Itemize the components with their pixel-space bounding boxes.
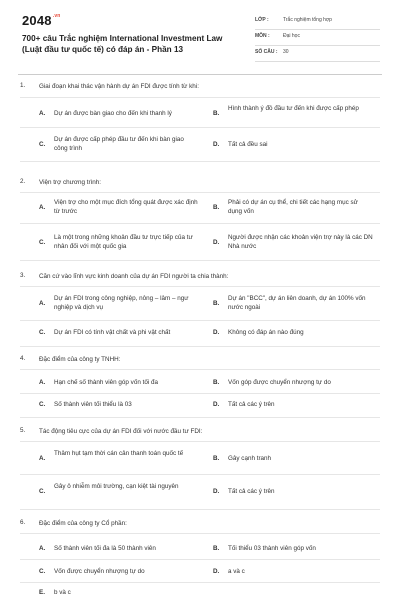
option-text: Vốn được chuyển nhượng tự do (54, 568, 145, 575)
question-text: Đặc điểm của công ty Cổ phần: (39, 520, 127, 527)
option-a[interactable] (39, 378, 214, 390)
option-text: Dự án "BCC", dự án liên doanh, dự án 100% vốn nước ngoài (228, 295, 366, 311)
option-b[interactable] (213, 294, 388, 314)
option-b[interactable] (213, 454, 388, 466)
option-c[interactable] (39, 135, 214, 155)
meta-label: SỐ CÂU : (255, 49, 278, 55)
question-text: Đặc điểm của công ty TNHH: (39, 356, 121, 363)
option-divider (20, 441, 380, 442)
option-b[interactable] (213, 544, 388, 556)
option-divider (20, 369, 380, 370)
option-letter: C. (39, 329, 46, 336)
option-text: Dự án được cấp phép đầu tư đến khi bàn giao công trình (54, 136, 184, 152)
option-divider (20, 393, 380, 394)
question-text: Giai đoạn khai thác vận hành dự án FDI được tính từ khi: (39, 83, 199, 90)
option-letter: D. (213, 329, 220, 336)
option-text: Tất cả đều sai (228, 141, 268, 148)
option-letter: D. (213, 568, 220, 575)
option-d[interactable] (213, 140, 388, 160)
option-letter: D. (213, 239, 220, 246)
option-letter: B. (213, 204, 220, 211)
question-number: 3. (20, 272, 26, 279)
option-a[interactable] (39, 449, 214, 469)
option-text: a và c (228, 568, 245, 575)
option-letter: A. (39, 300, 46, 307)
option-c[interactable] (39, 233, 214, 253)
option-divider (20, 533, 380, 534)
option-d[interactable] (213, 328, 388, 340)
option-c[interactable] (39, 328, 214, 340)
option-b[interactable] (213, 378, 388, 390)
meta-value: Trắc nghiệm tổng hợp (283, 17, 332, 23)
option-text: Tất cả các ý trên (228, 488, 275, 495)
option-text: Hạn chế số thành viên góp vốn tối đa (54, 379, 158, 386)
site-logo[interactable]: $2048^{.vn}$ (22, 13, 61, 28)
option-letter: A. (39, 455, 46, 462)
question-number: 2. (20, 178, 26, 185)
option-text: Là một trong những khoản đầu tư trực tiếp của tư nhân đối với một quốc gia (54, 234, 193, 250)
option-letter: C. (39, 401, 46, 408)
option-c[interactable] (39, 482, 214, 502)
option-letter: A. (39, 204, 46, 211)
option-text: Vốn góp được chuyển nhượng tự do (228, 379, 331, 386)
question-1 (20, 82, 380, 172)
option-text: Phải có dự án cụ thể, chi tiết các hạng mục sử dụng vốn (228, 199, 358, 215)
option-letter: C. (39, 141, 46, 148)
option-d[interactable] (213, 400, 388, 412)
option-d[interactable] (213, 487, 388, 499)
option-text: Số thành viên tối thiểu là 03 (54, 401, 132, 408)
meta-value: 30 (283, 49, 289, 55)
option-divider (20, 97, 380, 98)
option-letter: B. (213, 455, 220, 462)
question-text: Căn cứ vào lĩnh vực kinh doanh của dự án FDI người ta chia thành: (39, 273, 229, 280)
option-divider (20, 161, 380, 162)
document-meta (255, 15, 380, 63)
question-2 (20, 178, 380, 268)
option-a[interactable] (39, 544, 214, 556)
option-divider (20, 346, 380, 347)
question-text: Tác động tiêu cực của dự án FDI đối với nước đầu tư FDI: (39, 428, 203, 435)
meta-row-subject (255, 31, 380, 46)
option-divider (20, 417, 380, 418)
option-d[interactable] (213, 233, 388, 253)
option-letter: A. (39, 545, 46, 552)
option-divider (20, 127, 380, 128)
option-text: Dự án FDI có tính vật chất và phi vật chất (54, 329, 171, 336)
option-text: Gây cạnh tranh (228, 455, 272, 462)
option-divider (20, 192, 380, 193)
question-text: Viện trợ chương trình: (39, 179, 102, 186)
option-divider (20, 260, 380, 261)
document-title: 700+ câu Trắc nghiệm International Investment Law (Luật đầu tư quốc tế) có đáp án - Phần 13 (22, 34, 223, 54)
option-text: Tối thiểu 03 thành viên góp vốn (228, 545, 316, 552)
option-text: Không có đáp án nào đúng (228, 329, 304, 336)
question-number: 5. (20, 427, 26, 434)
option-letter: B. (213, 110, 220, 117)
option-text: Hình thành ý đồ đầu tư đến khi được cấp phép (228, 105, 359, 112)
header-divider (18, 74, 382, 75)
question-6 (20, 519, 380, 599)
option-text: b và c (54, 589, 71, 596)
option-text: Viện trợ cho một mục đích tổng quát được xác định từ trước (54, 199, 198, 215)
meta-label: LỚP : (255, 17, 269, 23)
option-text: Dự án được bàn giao cho đến khi thanh lý (54, 110, 172, 117)
option-letter: D. (213, 401, 220, 408)
option-c[interactable] (39, 400, 214, 412)
meta-value: Đại học (283, 33, 300, 39)
option-divider (20, 320, 380, 321)
option-letter: D. (213, 141, 220, 148)
option-letter: B. (213, 379, 220, 386)
meta-row-count (255, 47, 380, 62)
option-text: Thâm hụt tạm thời cán cân thanh toán quốc tế (54, 450, 184, 457)
option-divider (20, 286, 380, 287)
option-text: Số thành viên tối đa là 50 thành viên (54, 545, 156, 552)
option-divider (20, 223, 380, 224)
option-letter: A. (39, 110, 46, 117)
option-letter: A. (39, 379, 46, 386)
option-letter: B. (213, 300, 220, 307)
question-number: 1. (20, 82, 26, 89)
option-divider (20, 509, 380, 510)
option-letter: B. (213, 545, 220, 552)
option-text: Người được nhận các khoản viện trợ này là các DN Nhà nước (228, 234, 373, 250)
option-divider (20, 474, 380, 475)
document-header (0, 0, 400, 72)
option-b[interactable] (213, 198, 388, 218)
question-4 (20, 355, 380, 425)
option-letter: C. (39, 488, 46, 495)
option-letter: C. (39, 568, 46, 575)
question-number: 4. (20, 355, 26, 362)
question-number: 6. (20, 519, 26, 526)
option-letter: E. (39, 589, 45, 596)
meta-row-class (255, 15, 380, 30)
option-letter: C. (39, 239, 46, 246)
option-c[interactable] (39, 567, 214, 579)
option-e[interactable] (39, 588, 214, 598)
option-a[interactable] (39, 109, 214, 129)
meta-label: MÔN : (255, 33, 270, 39)
option-divider (20, 559, 380, 560)
option-text: Dự án FDI trong công nghiệp, nông – lâm – ngư nghiệp và dịch vụ (54, 295, 189, 311)
question-5 (20, 427, 380, 517)
option-divider (20, 582, 380, 583)
question-3 (20, 272, 380, 362)
option-d[interactable] (213, 567, 388, 579)
option-letter: D. (213, 488, 220, 495)
option-a[interactable] (39, 198, 214, 218)
option-text: Gây ô nhiễm môi trường, cạn kiệt tài nguyên (54, 483, 179, 490)
option-a[interactable] (39, 294, 214, 314)
option-text: Tất cả các ý trên (228, 401, 275, 408)
option-b[interactable] (213, 104, 388, 124)
